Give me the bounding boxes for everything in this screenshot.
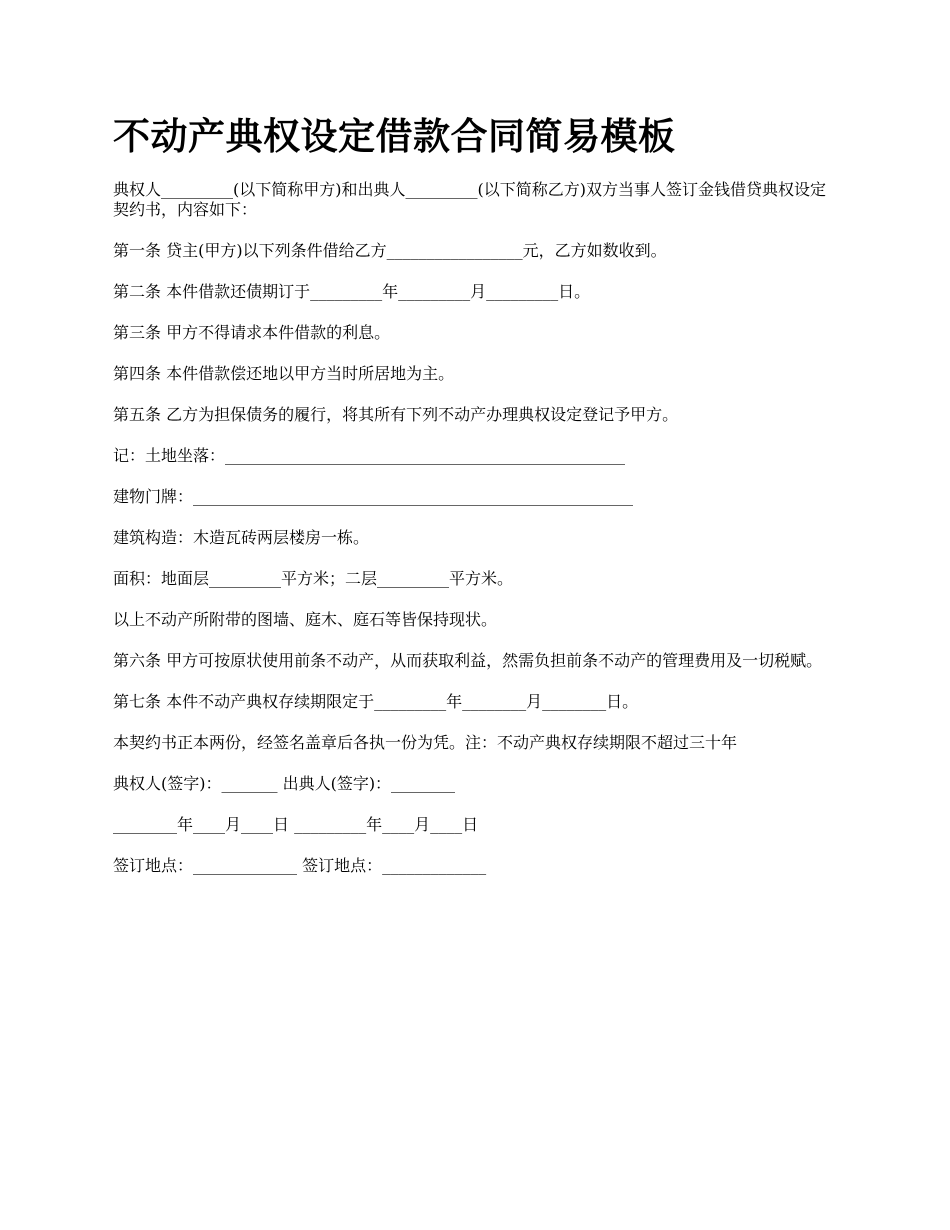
land-location-line: 记：土地坐落：__________________________________________________ <box>113 446 626 465</box>
building-address-line: 建物门牌：_______________________________________________________ <box>113 487 634 506</box>
document-title: 不动产典权设定借款合同简易模板 <box>113 114 676 158</box>
signature-line: 典权人(签字)：_______ 出典人(签字)：________ <box>113 774 456 793</box>
copies-note: 本契约书正本两份，经签名盖章后各执一份为凭。注：不动产典权存续期限不超过三十年 <box>113 733 738 752</box>
contract-document <box>113 112 843 897</box>
clause-7: 第七条 本件不动产典权存续期限定于_________年________月________日。 <box>113 692 639 711</box>
signing-place-line: 签订地点：_____________ 签订地点：_____________ <box>113 856 487 875</box>
clause-6: 第六条 甲方可按原状使用前条不动产，从而获取利益，然需负担前条不动产的管理费用及一切税赋。 <box>113 651 823 670</box>
date-line: ________年____月____日 _________年____月____日 <box>113 815 479 834</box>
clause-3: 第三条 甲方不得请求本件借款的利息。 <box>113 323 391 342</box>
clause-2: 第二条 本件借款还债期订于_________年_________月_________日。 <box>113 282 591 301</box>
clause-1: 第一条 贷主(甲方)以下列条件借给乙方_________________元，乙方如数收到。 <box>113 241 667 260</box>
area-line: 面积：地面层_________平方米；二层_________平方米。 <box>113 569 514 588</box>
clause-4: 第四条 本件借款偿还地以甲方当时所居地为主。 <box>113 364 455 383</box>
clause-5: 第五条 乙方为担保债务的履行，将其所有下列不动产办理典权设定登记予甲方。 <box>113 405 679 424</box>
attachments-line: 以上不动产所附带的图墙、庭木、庭石等皆保持现状。 <box>113 610 498 629</box>
building-structure-line: 建筑构造：木造瓦砖两层楼房一栋。 <box>113 528 370 547</box>
intro-paragraph: 典权人_________(以下简称甲方)和出典人_________(以下简称乙方)双方当事人签订金钱借贷典权设定契约书，内容如下： <box>113 180 826 219</box>
